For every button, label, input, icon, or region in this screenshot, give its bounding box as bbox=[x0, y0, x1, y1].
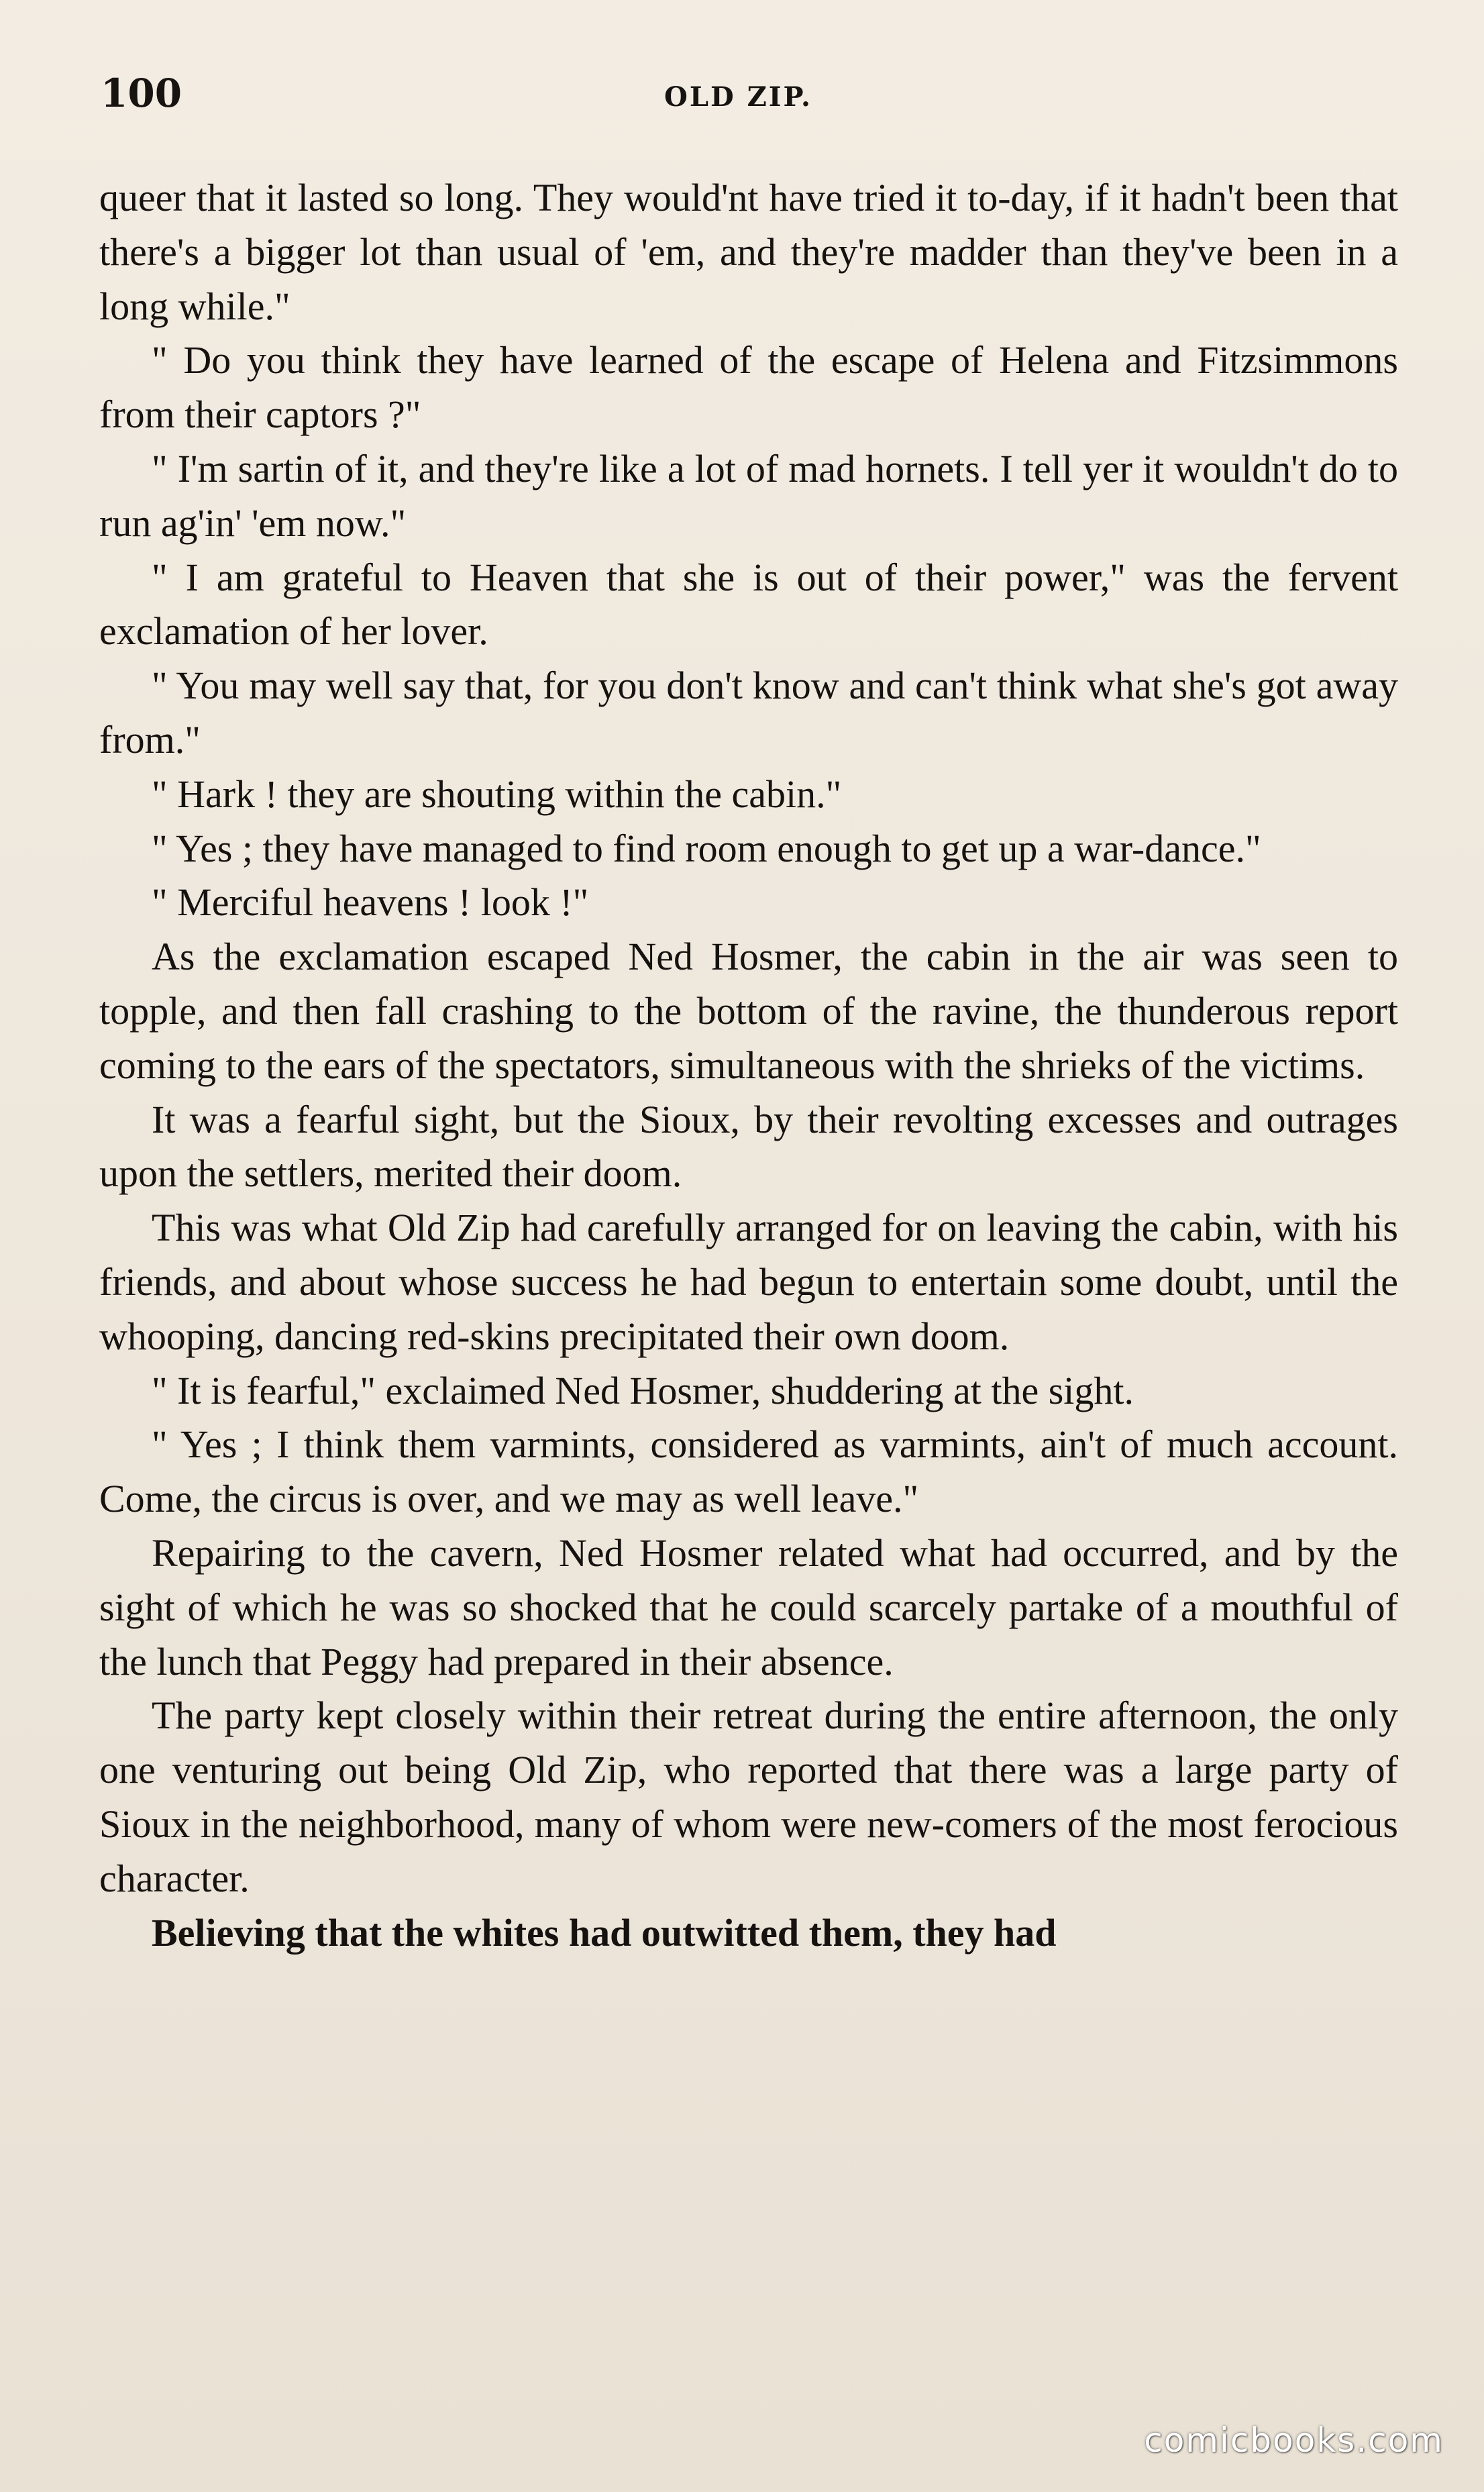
paragraph: Believing that the whites had outwitted them, they had bbox=[152, 1910, 1057, 1955]
paragraph: " Merciful heavens ! look !" bbox=[152, 880, 589, 925]
paragraph: This was what Old Zip had carefully arranged for on leaving the cabin, with his friends, and about whose success he had begun to entertain some doubt, until the whooping, dancing red-skins precipitated their own doom. bbox=[99, 1206, 1398, 1358]
paragraph: " Hark ! they are shouting within the cabin." bbox=[152, 772, 842, 816]
paragraph: " Yes ; I think them varmints, considered as varmints, ain't of much account. Come, the circus is over, and we may as well leave." bbox=[99, 1422, 1398, 1521]
page-number: 100 bbox=[101, 70, 182, 116]
paragraph: " You may well say that, for you don't know and can't think what she's got away from." bbox=[99, 664, 1398, 762]
paragraph: Repairing to the cavern, Ned Hosmer related what had occurred, and by the sight of which he was so shocked that he could scarcely partake of a mouthful of the lunch that Peggy had prepared in their absence. bbox=[99, 1530, 1398, 1683]
paragraph: " It is fearful," exclaimed Ned Hosmer, shuddering at the sight. bbox=[152, 1368, 1134, 1412]
paragraph: The party kept closely within their retreat during the entire afternoon, the only one venturing out being Old Zip, who reported that there was a large party of Sioux in the neighborhood, many of whom were new-comers of the most ferocious character. bbox=[99, 1694, 1398, 1900]
watermark: comicbooks.com bbox=[1144, 2421, 1444, 2460]
paragraph: " Yes ; they have managed to find room enough to get up a war-dance." bbox=[152, 826, 1261, 870]
paragraph: As the exclamation escaped Ned Hosmer, the cabin in the air was seen to topple, and then fall crashing to the bottom of the ravine, the thunderous report coming to the ears of the spectators, simultaneous with the shrieks of the victims. bbox=[99, 935, 1398, 1087]
paragraph: " I am grateful to Heaven that she is out of their power," was the fervent exclamation of her lover. bbox=[99, 555, 1398, 654]
paragraph: " I'm sartin of it, and they're like a lot of mad hornets. I tell yer it wouldn't do to run ag'in' 'em now." bbox=[99, 446, 1398, 545]
paragraph: queer that it lasted so long. They would'nt have tried it to-day, if it hadn't been that there's a bigger lot than usual of 'em, and they're madder than they've been in a long while." bbox=[99, 176, 1398, 328]
paragraph: It was a fearful sight, but the Sioux, by their revolting excesses and outrages upon the settlers, merited their doom. bbox=[99, 1097, 1398, 1196]
page-header bbox=[101, 64, 1395, 124]
body-text bbox=[99, 171, 1398, 1960]
paragraph: " Do you think they have learned of the escape of Helena and Fitzsimmons from their captors ?" bbox=[99, 338, 1398, 437]
running-head: OLD ZIP. bbox=[664, 81, 812, 113]
